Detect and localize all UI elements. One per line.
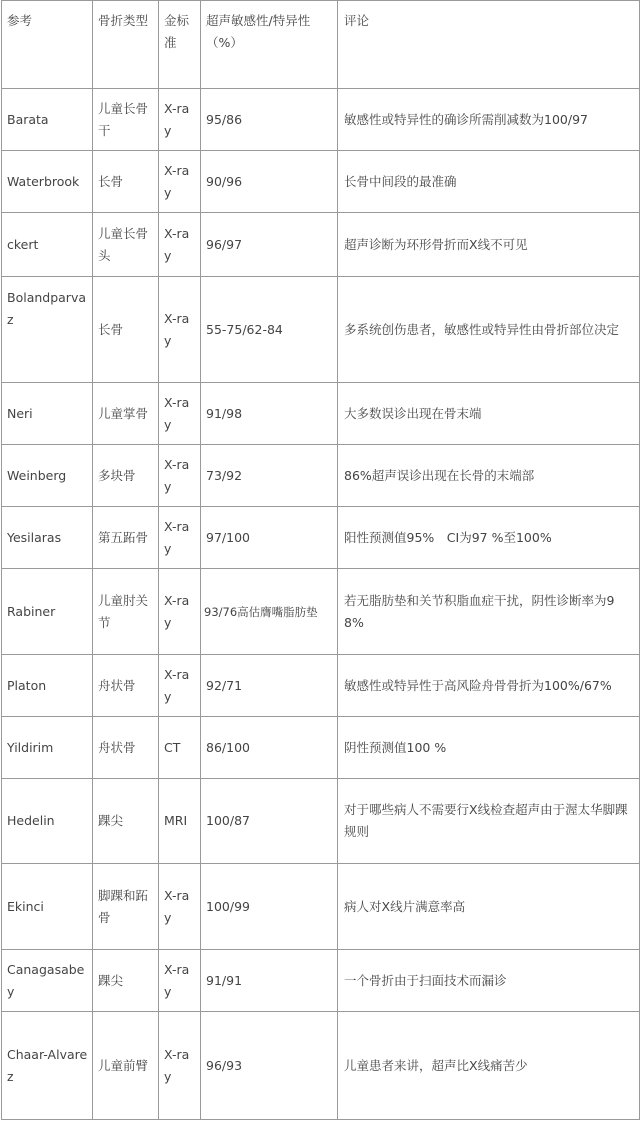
table-row <box>2 569 640 655</box>
cell-reference: Bolandparvaz <box>2 277 93 383</box>
cell-reference: Rabiner <box>2 569 93 655</box>
cell-sensitivity-specificity: 93/76高估膺嘴脂肪垫 <box>201 569 338 655</box>
cell-sensitivity-specificity: 97/100 <box>201 507 338 569</box>
cell-reference: Weinberg <box>2 445 93 507</box>
cell-gold-standard: X-ray <box>159 569 201 655</box>
cell-comment: 长骨中间段的最准确 <box>338 151 640 213</box>
cell-comment: 敏感性或特异性的确诊所需削减数为100/97 <box>338 89 640 151</box>
cell-sensitivity-specificity: 100/87 <box>201 779 338 864</box>
cell-sensitivity-specificity: 90/96 <box>201 151 338 213</box>
cell-fracture-type: 舟状骨 <box>93 717 159 779</box>
header-fracture-type: 骨折类型 <box>93 1 159 89</box>
cell-gold-standard: MRI <box>159 779 201 864</box>
table-row <box>2 655 640 717</box>
cell-comment: 超声诊断为环形骨折而X线不可见 <box>338 213 640 277</box>
header-reference: 参考 <box>2 1 93 89</box>
cell-fracture-type: 脚踝和跖骨 <box>93 864 159 950</box>
cell-fracture-type: 多块骨 <box>93 445 159 507</box>
cell-gold-standard: X-ray <box>159 383 201 445</box>
table-row <box>2 779 640 864</box>
cell-comment: 多系统创伤患者，敏感性或特异性由骨折部位决定 <box>338 277 640 383</box>
cell-reference: Yesilaras <box>2 507 93 569</box>
cell-fracture-type: 儿童长骨头 <box>93 213 159 277</box>
cell-reference: Neri <box>2 383 93 445</box>
cell-comment: 若无脂肪垫和关节积脂血症干扰，阴性诊断率为98% <box>338 569 640 655</box>
header-comment: 评论 <box>338 1 640 89</box>
cell-reference: Waterbrook <box>2 151 93 213</box>
cell-comment: 大多数误诊出现在骨末端 <box>338 383 640 445</box>
cell-sensitivity-specificity: 92/71 <box>201 655 338 717</box>
cell-fracture-type: 舟状骨 <box>93 655 159 717</box>
cell-fracture-type: 儿童前臂 <box>93 1012 159 1120</box>
cell-gold-standard: X-ray <box>159 445 201 507</box>
cell-comment: 阳性预测值95% CI为97 %至100% <box>338 507 640 569</box>
cell-reference: Canagasabey <box>2 950 93 1012</box>
table-row <box>2 445 640 507</box>
cell-fracture-type: 踝尖 <box>93 779 159 864</box>
cell-sensitivity-specificity: 91/98 <box>201 383 338 445</box>
cell-fracture-type: 长骨 <box>93 277 159 383</box>
cell-sensitivity-specificity: 86/100 <box>201 717 338 779</box>
header-sensitivity-specificity: 超声敏感性/特异性（%） <box>201 1 338 89</box>
cell-fracture-type: 儿童肘关节 <box>93 569 159 655</box>
header-row <box>2 1 640 89</box>
cell-comment: 一个骨折由于扫面技术而漏诊 <box>338 950 640 1012</box>
table-row <box>2 213 640 277</box>
cell-gold-standard: X-ray <box>159 950 201 1012</box>
fracture-ultrasound-table <box>1 0 640 1120</box>
cell-reference: Hedelin <box>2 779 93 864</box>
cell-fracture-type: 儿童长骨干 <box>93 89 159 151</box>
table-row <box>2 950 640 1012</box>
cell-sensitivity-specificity: 96/93 <box>201 1012 338 1120</box>
cell-sensitivity-specificity: 100/99 <box>201 864 338 950</box>
cell-fracture-type: 踝尖 <box>93 950 159 1012</box>
cell-reference: Yildirim <box>2 717 93 779</box>
cell-gold-standard: X-ray <box>159 507 201 569</box>
cell-reference: Barata <box>2 89 93 151</box>
cell-comment: 敏感性或特异性于高风险舟骨骨折为100%/67% <box>338 655 640 717</box>
cell-reference: Platon <box>2 655 93 717</box>
cell-gold-standard: CT <box>159 717 201 779</box>
table-row <box>2 383 640 445</box>
table-row <box>2 151 640 213</box>
cell-fracture-type: 儿童掌骨 <box>93 383 159 445</box>
table-row <box>2 277 640 383</box>
cell-sensitivity-specificity: 96/97 <box>201 213 338 277</box>
table-row <box>2 1012 640 1120</box>
cell-fracture-type: 长骨 <box>93 151 159 213</box>
cell-sensitivity-specificity: 55-75/62-84 <box>201 277 338 383</box>
cell-reference: Ekinci <box>2 864 93 950</box>
cell-sensitivity-specificity: 95/86 <box>201 89 338 151</box>
cell-gold-standard: X-ray <box>159 89 201 151</box>
cell-reference: ckert <box>2 213 93 277</box>
cell-comment: 病人对X线片满意率高 <box>338 864 640 950</box>
cell-gold-standard: X-ray <box>159 213 201 277</box>
table-row <box>2 507 640 569</box>
table-row <box>2 89 640 151</box>
header-gold-standard: 金标准 <box>159 1 201 89</box>
table-row <box>2 717 640 779</box>
cell-gold-standard: X-ray <box>159 277 201 383</box>
table-row <box>2 864 640 950</box>
cell-fracture-type: 第五跖骨 <box>93 507 159 569</box>
cell-gold-standard: X-ray <box>159 151 201 213</box>
cell-gold-standard: X-ray <box>159 655 201 717</box>
cell-comment: 儿童患者来讲，超声比X线痛苦少 <box>338 1012 640 1120</box>
cell-comment: 对于哪些病人不需要行X线检查超声由于渥太华脚踝规则 <box>338 779 640 864</box>
cell-comment: 阴性预测值100 % <box>338 717 640 779</box>
cell-sensitivity-specificity: 73/92 <box>201 445 338 507</box>
cell-gold-standard: X-ray <box>159 864 201 950</box>
cell-sensitivity-specificity: 91/91 <box>201 950 338 1012</box>
cell-comment: 86%超声误诊出现在长骨的末端部 <box>338 445 640 507</box>
cell-gold-standard: X-ray <box>159 1012 201 1120</box>
cell-reference: Chaar-Alvarez <box>2 1012 93 1120</box>
